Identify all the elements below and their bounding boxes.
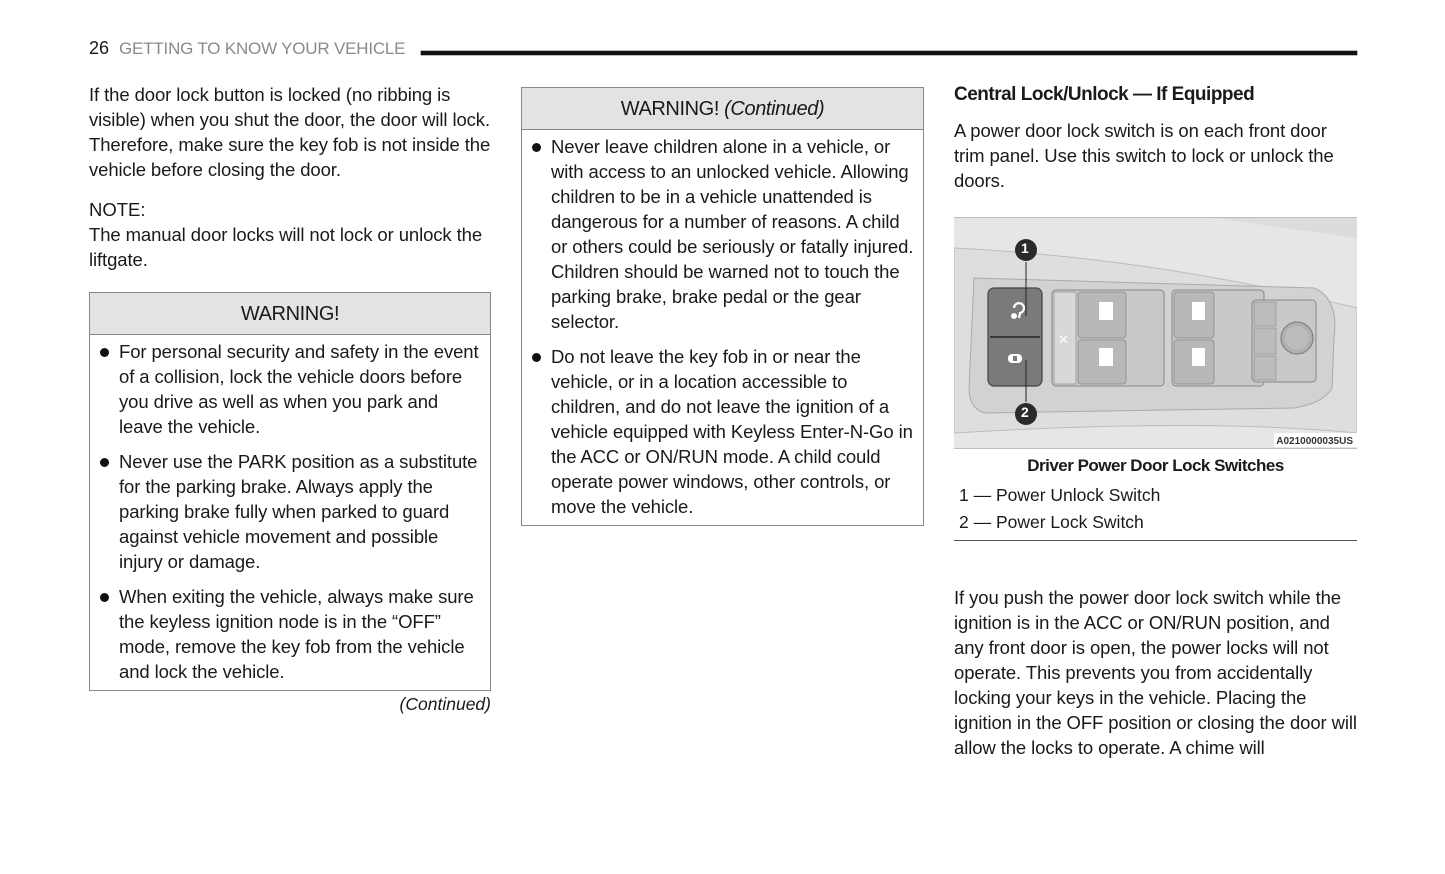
warning-title-text: WARNING! [240, 303, 340, 325]
page-number: 26 [89, 38, 110, 58]
warning-item: For personal security and safety in the event of a collision, lock the vehicle doors before you drive as well as when you park and leave the vehicle. [98, 339, 482, 439]
legend-item: 1 — Power Unlock Switch [959, 485, 1161, 505]
column-3 [954, 82, 1357, 760]
warning-list [90, 335, 490, 690]
section-heading: Central Lock/Unlock — If Equipped [954, 84, 1255, 105]
door-lock-switch-figure [954, 217, 1357, 449]
header-rule [421, 51, 1357, 55]
figure-caption: Driver Power Door Lock Switches [1027, 456, 1284, 475]
column-2 [521, 87, 924, 526]
section-title: GETTING TO KNOW YOUR VEHICLE [119, 39, 406, 58]
column-1 [89, 82, 491, 715]
warning-item: Never use the PARK position as a substitute for the parking brake. Always apply the parking brake fully when parked to guard against vehicle movement and possible injury or damage. [98, 449, 482, 574]
warning-box [89, 292, 491, 691]
warning-item: Never leave children alone in a vehicle, or with access to an unlocked vehicle. Allowing children to be in a vehicle unattended is dangerous for a number of reasons. A child or others could be seriously or fatally injured. Children should be warned not to touch the parking brake, brake pedal or the gear selector. [530, 134, 915, 334]
intro-paragraph: If the door lock button is locked (no ribbing is visible) when you shut the door, the door will lock. Therefore, make sure the key fob is not inside the vehicle before closing the door. [89, 84, 491, 180]
continued-label: (Continued) [399, 694, 491, 714]
warning-title [522, 88, 923, 130]
intro-paragraph: A power door lock switch is on each front door trim panel. Use this switch to lock or unlock the doors. [954, 120, 1334, 191]
warning-title-suffix: (Continued) [724, 98, 825, 120]
svg-text:✕: ✕ [1058, 333, 1069, 348]
door-panel-illustration [954, 218, 1357, 448]
warning-item: Do not leave the key fob in or near the vehicle, or in a location accessible to children, and do not leave the ignition of a vehicle equipped with Keyless Enter-N-Go in the ACC or ON/RUN mode. A child could operate power windows, other controls, or move the vehicle. [530, 344, 915, 519]
callout-1: 1 [1021, 240, 1029, 256]
note-label: NOTE: [89, 199, 146, 220]
warning-list [522, 130, 923, 525]
page-header [89, 38, 405, 62]
warning-item: When exiting the vehicle, always make sure the keyless ignition node is in the “OFF” mode, remove the key fob from the vehicle and lock the vehicle. [98, 584, 482, 684]
callout-2: 2 [1021, 404, 1029, 420]
warning-title [90, 293, 490, 335]
warning-title-text: WARNING! [620, 98, 719, 120]
note-text: The manual door locks will not lock or unlock the liftgate. [89, 224, 483, 270]
figure-legend [954, 482, 1357, 541]
legend-item: 2 — Power Lock Switch [959, 512, 1144, 532]
image-code: A0210000035US [1276, 436, 1353, 447]
warning-box-continued [521, 87, 924, 526]
body-paragraph: If you push the power door lock switch while the ignition is in the ACC or ON/RUN position, and any front door is open, the power locks will not operate. This prevents you from accidentally locking your keys in the vehicle. Placing the ignition in the OFF position or closing the door will allow the locks to operate. A chime will [954, 587, 1357, 758]
